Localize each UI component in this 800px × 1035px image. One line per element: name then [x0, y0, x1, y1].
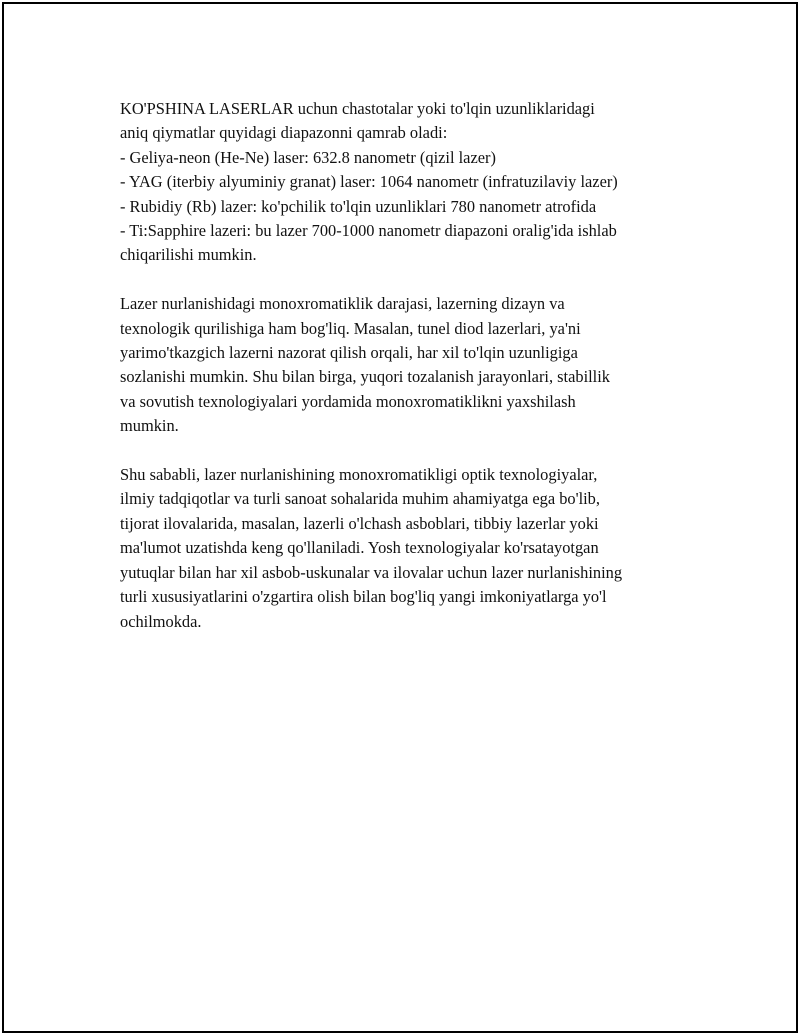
text-line: yarimo'tkazgich lazerni nazorat qilish orqali, har xil to'lqin uzunligiga [120, 343, 578, 363]
paragraph-applications [120, 463, 700, 634]
text-line: ochilmokda. [120, 611, 202, 631]
paragraph-monochromaticity-design [120, 292, 700, 438]
text-line: ma'lumot uzatishda keng qo'llaniladi. Yosh texnologiyalar ko'rsatayotgan [120, 538, 599, 558]
document-page [2, 2, 798, 1033]
text-line: yutuqlar bilan har xil asbob-uskunalar va ilovalar uchun lazer nurlanishining [120, 562, 623, 582]
text-line: ilmiy tadqiqotlar va turli sanoat sohalarida muhim ahamiyatga ega bo'lib, [120, 489, 600, 509]
text-line: va sovutish texnologiyalari yordamida monoxromatiklikni yaxshilash [120, 391, 576, 411]
text-line: sozlanishi mumkin. Shu bilan birga, yuqori tozalanish jarayonlari, stabillik [120, 367, 610, 387]
list-item-rubidiy: - Rubidiy (Rb) lazer: ko'pchilik to'lqin uzunliklari 780 nanometr atrofida [120, 196, 597, 216]
text-line: mumkin. [120, 416, 179, 436]
list-item-ti-sapphire: - Ti:Sapphire lazeri: bu lazer 700-1000 nanometr diapazoni oralig'ida ishlab [120, 221, 617, 241]
text-line: tijorat ilovalarida, masalan, lazerli o'lchash asboblari, tibbiy lazerlar yoki [120, 513, 599, 533]
text-line: Shu sababli, lazer nurlanishining monoxromatikligi optik texnologiyalar, [120, 465, 598, 485]
text-line: aniq qiymatlar quyidagi diapazonni qamrab oladi: [120, 123, 448, 143]
text-line: Lazer nurlanishidagi monoxromatiklik darajasi, lazerning dizayn va [120, 294, 565, 314]
list-item-he-ne: - Geliya-neon (He-Ne) laser: 632.8 nanometr (qizil lazer) [120, 147, 496, 167]
text-line: turli xususiyatlarini o'zgartira olish bilan bog'liq yangi imkoniyatlarga yo'l [120, 587, 607, 607]
text-line: texnologik qurilishiga ham bog'liq. Masalan, tunel diod lazerlari, ya'ni [120, 318, 581, 338]
text-line: chiqarilishi mumkin. [120, 245, 257, 265]
text-line: KO'PSHINA LASERLAR uchun chastotalar yoki to'lqin uzunliklaridagi [120, 99, 595, 118]
list-item-yag: - YAG (iterbiy alyuminiy granat) laser: 1064 nanometr (infratuzilaviy lazer) [120, 172, 618, 192]
document-body [120, 97, 700, 658]
paragraph-laser-wavelengths [120, 97, 700, 268]
